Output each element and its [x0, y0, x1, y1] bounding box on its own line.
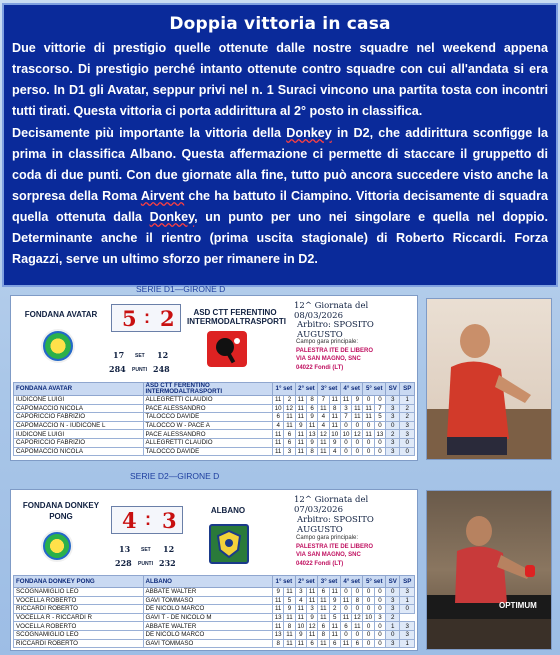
table-cell: 0 — [340, 605, 351, 614]
table-cell: 11 — [306, 588, 317, 597]
table-cell: 3 — [306, 605, 317, 614]
table-cell: 0 — [374, 447, 385, 456]
d1-score-away: 2 — [160, 306, 175, 331]
table-cell: SCOGNAMIGLIO LEO — [14, 588, 144, 597]
table-cell: 0 — [363, 596, 374, 605]
table-cell: 0 — [352, 438, 363, 447]
d1-punti-label: PUNTI — [132, 367, 147, 373]
table-cell: 4 — [273, 421, 284, 430]
d1-home-team: FONDANA AVATAR — [24, 310, 98, 319]
table-cell: 0 — [386, 588, 400, 597]
table-cell: 9 — [295, 421, 306, 430]
table-cell: ABBATE WALTER — [143, 622, 273, 631]
table-cell: 0 — [374, 630, 385, 639]
table-row — [14, 404, 415, 413]
table-cell: 6 — [318, 588, 329, 597]
table-cell: 11 — [284, 588, 295, 597]
table-cell: 11 — [295, 438, 306, 447]
table-cell: 5 — [374, 413, 385, 422]
table-cell: ALLEGRETTI CLAUDIO — [143, 396, 273, 405]
table-row — [14, 639, 415, 648]
article-title: Doppia vittoria in casa — [169, 14, 391, 34]
table-cell: 0 — [374, 396, 385, 405]
table-cell: 11 — [318, 605, 329, 614]
d1-set-away: 12 — [157, 350, 169, 360]
table-cell: 0 — [374, 605, 385, 614]
table-cell: 4 — [329, 447, 340, 456]
table-cell: 11 — [295, 613, 306, 622]
table-cell: 11 — [273, 438, 284, 447]
d2-score-home: 4 — [122, 508, 137, 533]
table-cell: 11 — [363, 404, 374, 413]
table-row — [14, 413, 415, 422]
table-cell: 2 — [329, 605, 340, 614]
table-cell: 0 — [374, 639, 385, 648]
table-cell: 11 — [295, 396, 306, 405]
table-cell: 2 — [386, 430, 400, 439]
table-cell: 8 — [352, 596, 363, 605]
table-cell: 11 — [318, 639, 329, 648]
d2-campo: Campo gara principale: PALESTRA ITE DE LIBERO VIA SAN MAGNO, SNC 04022 Fondi (LT) — [296, 535, 374, 567]
table-cell: 11 — [340, 613, 351, 622]
table-cell: PACE ALESSANDRO — [143, 404, 273, 413]
table-cell: 4 — [318, 413, 329, 422]
d1-col-header: FONDANA AVATAR — [14, 383, 144, 396]
table-cell: VOCELLA ROBERTO — [14, 596, 144, 605]
table-cell: 0 — [400, 605, 415, 614]
table-cell: 11 — [273, 605, 284, 614]
d2-col-header: ALBANO — [143, 576, 273, 588]
table-cell: 3 — [295, 588, 306, 597]
d1-match-card — [10, 295, 418, 461]
table-cell: 1 — [400, 396, 415, 405]
table-cell: 2 — [400, 413, 415, 422]
table-cell: 8 — [318, 630, 329, 639]
table-cell: 11 — [329, 413, 340, 422]
d2-score-colon: : — [145, 509, 151, 529]
table-cell: 9 — [352, 396, 363, 405]
table-row — [14, 447, 415, 456]
d1-col-header: 5° set — [363, 383, 386, 396]
table-cell: 11 — [329, 588, 340, 597]
table-cell: 11 — [329, 421, 340, 430]
table-cell: 11 — [273, 396, 284, 405]
table-cell: 11 — [318, 613, 329, 622]
d1-away-logo — [207, 331, 247, 367]
table-cell: 3 — [386, 447, 400, 456]
table-cell: 0 — [352, 630, 363, 639]
table-cell: 9 — [306, 438, 317, 447]
table-cell: 3 — [400, 430, 415, 439]
table-cell: 0 — [340, 588, 351, 597]
table-cell: 0 — [374, 622, 385, 631]
d1-punti-away: 248 — [153, 364, 170, 374]
table-cell: 8 — [273, 639, 284, 648]
d2-score-away: 3 — [162, 508, 177, 533]
d2-away-logo — [209, 524, 249, 564]
table-cell: 1 — [400, 639, 415, 648]
table-cell: 3 — [386, 596, 400, 605]
table-cell: 3 — [386, 639, 400, 648]
d1-score-box — [111, 304, 181, 332]
table-cell: 6 — [329, 639, 340, 648]
d2-col-header: 3° set — [318, 576, 341, 588]
d2-score-box — [111, 506, 183, 534]
table-cell: 0 — [340, 630, 351, 639]
table-cell: 9 — [273, 588, 284, 597]
table-cell: 2 — [284, 396, 295, 405]
table-cell: 0 — [374, 596, 385, 605]
table-cell: GAVI T - DE NICOLO M — [143, 613, 273, 622]
table-cell: 1 — [400, 596, 415, 605]
table-cell: 2 — [400, 404, 415, 413]
table-cell: 0 — [363, 622, 374, 631]
table-cell: 8 — [329, 404, 340, 413]
table-cell: 0 — [363, 630, 374, 639]
article-panel — [2, 3, 558, 287]
table-cell: ABBATE WALTER — [143, 588, 273, 597]
table-cell: 0 — [363, 639, 374, 648]
table-cell: 4 — [318, 421, 329, 430]
table-cell: 9 — [329, 438, 340, 447]
table-row — [14, 596, 415, 605]
table-cell: 11 — [284, 613, 295, 622]
table-cell: 4 — [295, 596, 306, 605]
table-cell: 8 — [284, 622, 295, 631]
d2-punti-away: 232 — [159, 558, 176, 568]
d2-punti-label: PUNTI — [138, 561, 153, 567]
d1-home-logo — [41, 329, 75, 363]
table-cell: 11 — [295, 605, 306, 614]
table-cell: 0 — [352, 447, 363, 456]
table-cell: 11 — [329, 396, 340, 405]
table-cell: CAPORICCIO FABRIZIO — [14, 438, 144, 447]
table-cell: 11 — [318, 596, 329, 605]
table-cell: 7 — [340, 413, 351, 422]
d2-results-table — [13, 575, 415, 648]
table-cell: 9 — [295, 630, 306, 639]
d2-section-label: SERIE D2—GIRONE D — [130, 471, 220, 481]
table-cell: 13 — [273, 630, 284, 639]
d2-col-header: FONDANA DONKEY PONG — [14, 576, 144, 588]
table-cell: 11 — [329, 622, 340, 631]
d1-giornata: 12^ Giornata del 08/03/2026 — [294, 301, 369, 321]
table-cell: 11 — [284, 630, 295, 639]
table-cell: 11 — [273, 622, 284, 631]
table-cell: 0 — [352, 588, 363, 597]
table-cell: 3 — [386, 396, 400, 405]
table-cell: 0 — [352, 605, 363, 614]
d1-score-colon: : — [144, 307, 150, 327]
table-row — [14, 622, 415, 631]
d1-campo: Campo gara principale: PALESTRA ITE DE LIBERO VIA SAN MAGNO, SNC 04022 Fondi (LT) — [296, 339, 374, 371]
table-cell: 6 — [284, 430, 295, 439]
table-cell: 6 — [306, 404, 317, 413]
table-cell: CAPOMACCIO NICOLA — [14, 404, 144, 413]
table-cell: PACE ALESSANDRO — [143, 430, 273, 439]
table-cell: 11 — [306, 630, 317, 639]
table-cell: 3 — [386, 438, 400, 447]
table-row — [14, 588, 415, 597]
table-cell: GAVI TOMMASO — [143, 596, 273, 605]
table-row — [14, 613, 415, 622]
d1-col-header: SP — [400, 383, 415, 396]
d1-away-team: ASD CTT FERENTINO INTERMODALTRASPORTI — [187, 308, 286, 326]
d1-section-label: SERIE D1—GIRONE D — [136, 284, 226, 294]
table-cell: 10 — [295, 622, 306, 631]
table-cell: 1 — [386, 622, 400, 631]
table-cell: 3 — [386, 413, 400, 422]
d1-punti-home: 284 — [109, 364, 126, 374]
table-cell: 11 — [352, 622, 363, 631]
table-cell: ALLEGRETTI CLAUDIO — [143, 438, 273, 447]
article-paragraph-2: Decisamente più importante la vittoria della Donkey in D2, che addirittura sconfigge la prima in classifica Albano. Questa affermazione ci permette di staccare il gruppetto di coda di due punti. Con due giornate alla fine, tutto può ancora succedere visto anche la sorpresa della Roma Airvent che ha battuto il Ciampino. Vittoria decisamente di squadra quella ottenuta dalla Donkey, un punto per uno nei singolare e quella nel doppio. Determinante anche il rientro (prima uscita stagionale) di Roberto Riccardi. Forza Ragazzi, serve un ultimo sforzo per rimanere in D2. — [12, 126, 548, 266]
table-cell: 12 — [306, 622, 317, 631]
table-cell: 7 — [374, 404, 385, 413]
table-cell: 5 — [329, 613, 340, 622]
d2-player-photo — [426, 490, 552, 650]
table-cell: 10 — [340, 430, 351, 439]
table-cell: DE NICOLO MARCO — [143, 605, 273, 614]
table-cell: 9 — [284, 605, 295, 614]
table-cell: 10 — [273, 404, 284, 413]
table-cell: 0 — [363, 438, 374, 447]
table-cell: 0 — [363, 396, 374, 405]
d2-giornata: 12^ Giornata del 07/03/2026 — [294, 495, 369, 515]
table-cell: 12 — [352, 430, 363, 439]
table-cell: 11 — [340, 639, 351, 648]
table-cell: 0 — [352, 421, 363, 430]
d2-col-header: 5° set — [363, 576, 386, 588]
table-cell: 5 — [284, 596, 295, 605]
d2-col-header: SV — [386, 576, 400, 588]
table-cell: 0 — [363, 588, 374, 597]
d2-set-away: 12 — [163, 544, 175, 554]
table-cell: 11 — [340, 396, 351, 405]
d1-player-photo — [426, 298, 552, 460]
table-cell: SCOGNAMIGLIO LEO — [14, 630, 144, 639]
table-cell: 12 — [352, 613, 363, 622]
d1-col-header: 3° set — [318, 383, 341, 396]
table-cell: 3 — [386, 404, 400, 413]
table-cell: 0 — [386, 421, 400, 430]
d2-photo-banner-text: OPTIMUM — [499, 601, 537, 610]
table-cell: 0 — [340, 447, 351, 456]
table-cell: 9 — [329, 596, 340, 605]
table-cell: 11 — [363, 430, 374, 439]
table-row — [14, 630, 415, 639]
table-cell: 0 — [386, 630, 400, 639]
d1-col-header: 1° set — [273, 383, 296, 396]
table-cell: 10 — [329, 430, 340, 439]
table-cell: 0 — [374, 421, 385, 430]
d2-set-label: SET — [141, 547, 151, 553]
d1-set-home: 17 — [113, 350, 125, 360]
table-cell: IUDICONE LUIGI — [14, 430, 144, 439]
table-cell: 6 — [318, 622, 329, 631]
table-cell: 11 — [318, 447, 329, 456]
table-cell: 11 — [284, 421, 295, 430]
d2-arbitro: Arbitro: SPOSITO AUGUSTO — [297, 515, 374, 535]
table-cell: 3 — [400, 622, 415, 631]
table-cell: IUDICONE LUIGI — [14, 396, 144, 405]
d1-set-label: SET — [135, 353, 145, 359]
d2-home-team: FONDANA DONKEY PONG — [22, 501, 100, 521]
table-cell: 11 — [318, 438, 329, 447]
d2-col-header: 4° set — [340, 576, 363, 588]
table-cell: 3 — [374, 613, 385, 622]
table-cell: 11 — [295, 430, 306, 439]
table-cell: 11 — [273, 430, 284, 439]
table-cell: 11 — [306, 421, 317, 430]
d2-col-header: 2° set — [295, 576, 318, 588]
table-cell: VOCELLA ROBERTO — [14, 622, 144, 631]
table-row — [14, 421, 415, 430]
table-cell: CAPOMACCIO N - IUDICONE L — [14, 421, 144, 430]
table-cell: 0 — [363, 421, 374, 430]
table-cell: 6 — [284, 438, 295, 447]
table-cell: 10 — [363, 613, 374, 622]
table-cell: 12 — [318, 430, 329, 439]
table-cell: 6 — [306, 639, 317, 648]
table-cell: 3 — [386, 605, 400, 614]
table-row — [14, 430, 415, 439]
d1-col-header: 2° set — [295, 383, 318, 396]
table-cell: 12 — [284, 404, 295, 413]
table-cell: 0 — [374, 588, 385, 597]
table-cell: 6 — [340, 622, 351, 631]
table-row — [14, 605, 415, 614]
table-cell: 8 — [306, 396, 317, 405]
table-cell: 0 — [374, 438, 385, 447]
table-cell: 9 — [306, 413, 317, 422]
d1-col-header: ASD CTT FERENTINO INTERMODALTRASPORTI — [143, 383, 273, 396]
table-cell: TALOCCO DAVIDE — [143, 447, 273, 456]
table-cell: 7 — [318, 396, 329, 405]
table-cell: 8 — [306, 447, 317, 456]
table-cell: 11 — [295, 404, 306, 413]
table-cell: 11 — [352, 413, 363, 422]
table-cell: 11 — [352, 404, 363, 413]
table-cell: 9 — [306, 613, 317, 622]
d2-away-team: ALBANO — [210, 506, 246, 515]
d2-home-logo — [41, 530, 73, 562]
table-cell: 11 — [284, 413, 295, 422]
table-cell: 0 — [340, 438, 351, 447]
d1-col-header: 4° set — [340, 383, 363, 396]
table-cell: DE NICOLO MARCO — [143, 630, 273, 639]
table-cell: 11 — [273, 447, 284, 456]
table-cell: 3 — [284, 447, 295, 456]
table-cell: GAVI TOMMASO — [143, 639, 273, 648]
article-paragraph-1: Due vittorie di prestigio quelle ottenute dalle nostre squadre nel weekend appena trascorso. Di prestigio perché intanto ottenute contro squadre con cui all'andata si era perso. In D1 gli Avatar, seppur privi nel n. 1 Suraci vincono una partita tosta con incontri tutti tirati. Questa vittoria ci porta addirittura al 2° posto in classifica. — [12, 41, 548, 118]
table-cell: 11 — [329, 630, 340, 639]
table-cell: 11 — [306, 596, 317, 605]
table-cell: 11 — [295, 639, 306, 648]
table-cell: 11 — [318, 404, 329, 413]
d1-score-home: 5 — [122, 306, 137, 331]
table-cell: 3 — [400, 588, 415, 597]
table-cell: 13 — [273, 613, 284, 622]
table-cell: 11 — [273, 596, 284, 605]
table-cell: 13 — [374, 430, 385, 439]
table-row — [14, 396, 415, 405]
d2-set-home: 13 — [119, 544, 131, 554]
d1-results-table — [13, 382, 415, 456]
table-cell: 13 — [306, 430, 317, 439]
d2-punti-home: 228 — [115, 558, 132, 568]
table-cell: RICCARDI ROBERTO — [14, 639, 144, 648]
table-cell: 0 — [363, 605, 374, 614]
d2-match-card — [10, 489, 418, 651]
table-cell: 0 — [400, 447, 415, 456]
table-cell: 6 — [273, 413, 284, 422]
table-cell: 11 — [295, 447, 306, 456]
table-cell: 11 — [363, 413, 374, 422]
table-cell: 11 — [284, 639, 295, 648]
table-cell: 0 — [400, 438, 415, 447]
table-cell: 0 — [363, 447, 374, 456]
table-row — [14, 438, 415, 447]
table-cell: 3 — [400, 421, 415, 430]
table-cell: TALOCCO DAVIDE — [143, 413, 273, 422]
table-cell: CAPORICCIO FABRIZIO — [14, 413, 144, 422]
table-cell: 6 — [352, 639, 363, 648]
table-cell: CAPOMACCIO NICOLA — [14, 447, 144, 456]
table-cell: TALOCCO W - PACE A — [143, 421, 273, 430]
d1-arbitro: Arbitro: SPOSITO AUGUSTO — [297, 320, 374, 340]
d2-col-header: SP — [400, 576, 415, 588]
d2-col-header: 1° set — [273, 576, 296, 588]
table-cell: 2 — [386, 613, 400, 622]
table-cell: 3 — [400, 630, 415, 639]
table-cell: 3 — [340, 404, 351, 413]
d1-col-header: SV — [386, 383, 400, 396]
table-cell: 11 — [340, 596, 351, 605]
table-cell: VOCELLA R - RICCARDI R — [14, 613, 144, 622]
table-cell: 11 — [295, 413, 306, 422]
table-cell: RICCARDI ROBERTO — [14, 605, 144, 614]
table-cell: 0 — [340, 421, 351, 430]
